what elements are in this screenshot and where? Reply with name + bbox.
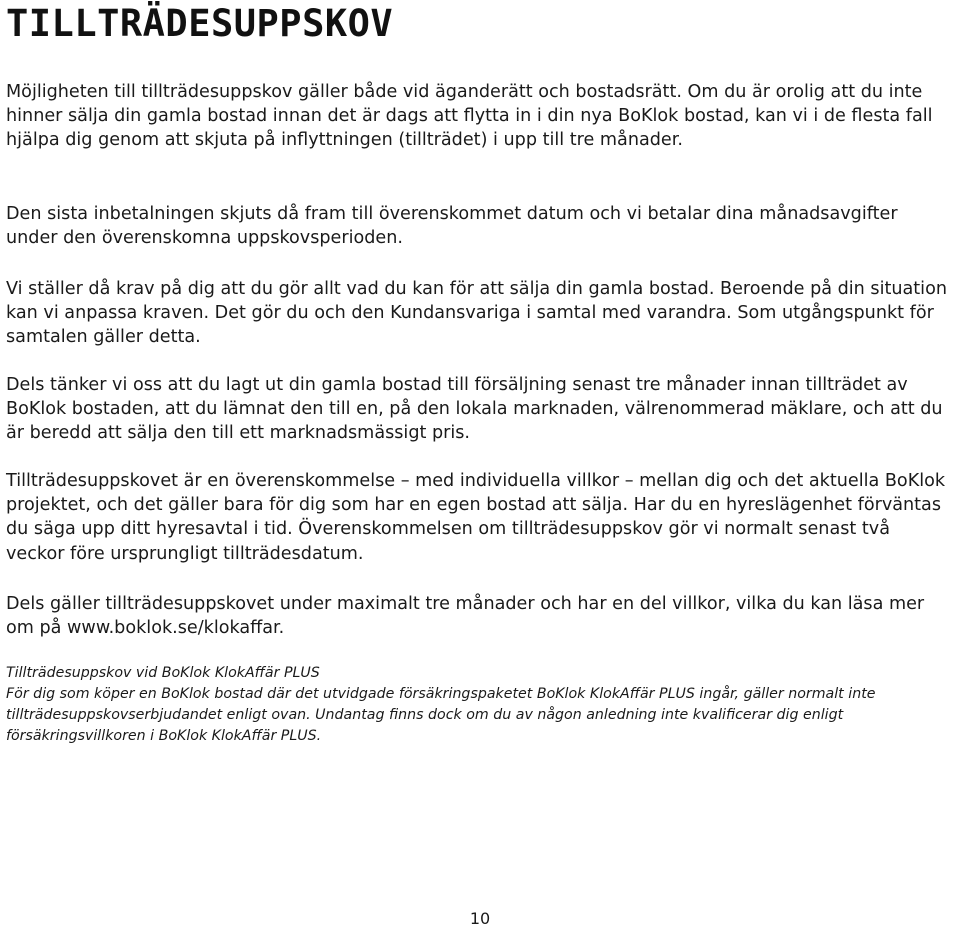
paragraph-payment: Den sista inbetalningen skjuts då fram till överenskommet datum och vi betalar dina månadsavgifter under den överenskomna uppskovsperioden. [6, 204, 898, 249]
page-number: 10 [469, 909, 491, 928]
document-page [6, 0, 950, 744]
paragraph-agreement: Tillträdesuppskovet är en överenskommelse – med individuella villkor – mellan dig och det aktuella BoKlok projektet, och det gäller bara för dig som har en egen bostad att sälja. Har du en hyreslägenhet förväntas du säga upp ditt hyresavtal i tid. Överenskommelsen om tillträdesuppskov gör vi normalt senast två veckor före ursprungligt tillträdesdatum. [6, 471, 946, 564]
note-title: Tillträdesuppskov vid BoKlok KlokAffär PLUS [6, 665, 320, 681]
paragraph-requirements: Vi ställer då krav på dig att du gör allt vad du kan för att sälja din gamla bostad. Beroende på din situation kan vi anpassa kraven. Det gör du och den Kundansvariga i samtal med varandra. Som utgångspunkt för samtalen gäller detta. [6, 279, 947, 348]
note-text: För dig som köper en BoKlok bostad där det utvidgade försäkringspaketet BoKlok KlokAffär PLUS ingår, gäller normalt inte tillträdesuppskovserbjudandet enligt ovan. Undantag finns dock om du av någon anledning inte kvalificerar dig enligt försäkringsvillkoren i BoKlok KlokAffär PLUS. [6, 686, 876, 744]
page-title: TILLTRÄDESUPPSKOV [6, 2, 394, 45]
paragraph-sale-conditions: Dels tänker vi oss att du lagt ut din gamla bostad till försäljning senast tre månader innan tillträdet av BoKlok bostaden, att du lämnat den till en, på den lokala marknaden, välrenommerad mäklare, och att du är beredd att sälja den till ett marknadsmässigt pris. [6, 375, 943, 444]
plus-note [6, 663, 950, 747]
paragraph-duration: Dels gäller tillträdesuppskovet under maximalt tre månader och har en del villkor, vilka du kan läsa mer om på www.boklok.se/klokaffar. [6, 594, 925, 639]
paragraph-intro: Möjligheten till tillträdesuppskov gäller både vid äganderätt och bostadsrätt. Om du är orolig att du inte hinner sälja din gamla bostad innan det är dags att flytta in i din nya BoKlok bostad, kan vi i de flesta fall hjälpa dig genom att skjuta på inflyttningen (tillträdet) i upp till tre månader. [6, 82, 933, 151]
